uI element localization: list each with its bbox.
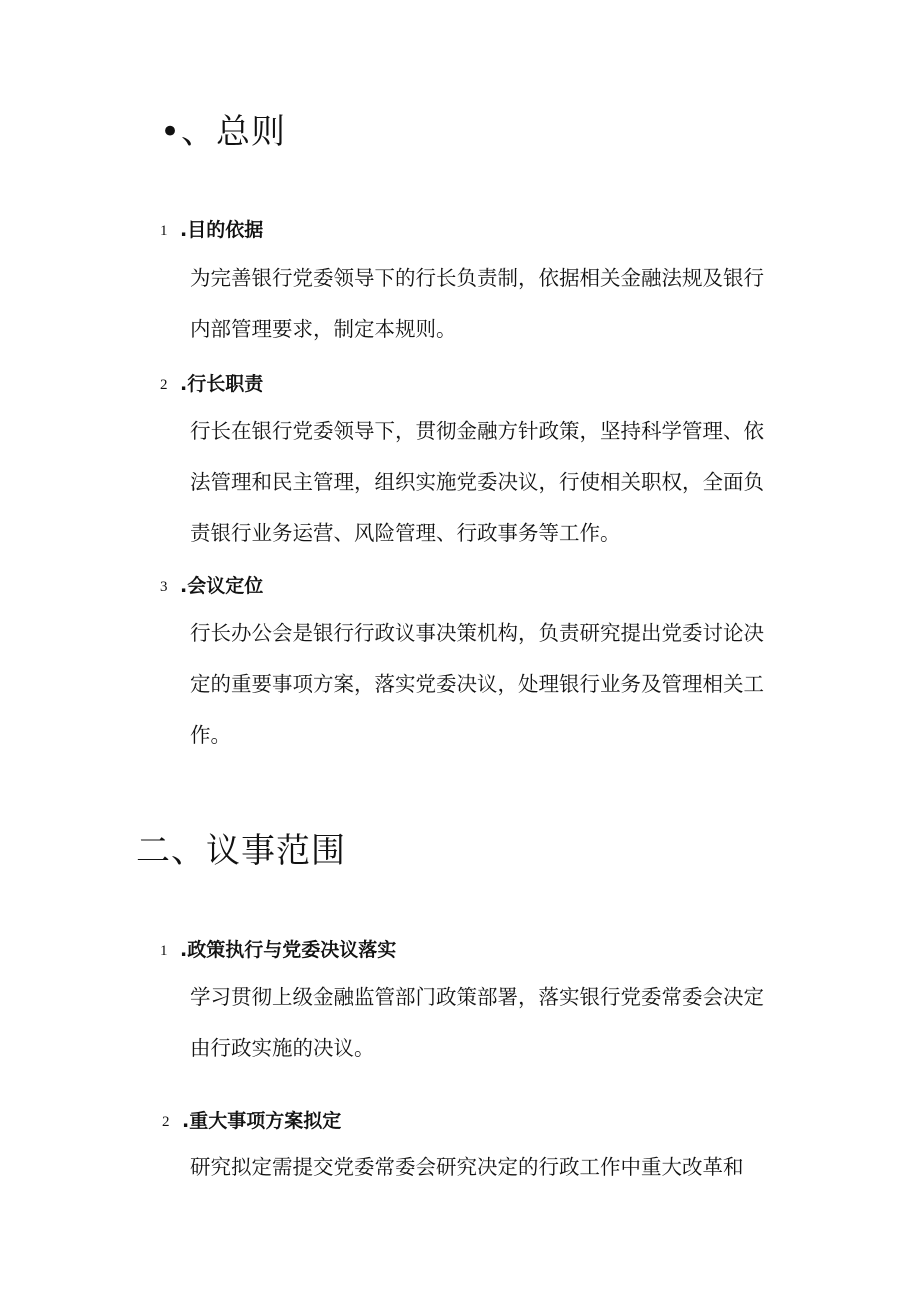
paragraph-line: 内部管理要求，制定本规则。 [190, 317, 457, 341]
paragraph-line: 为完善银行党委领导下的行长负责制，依据相关金融法规及银行 [190, 266, 764, 290]
item-number: 3 [160, 579, 168, 595]
paragraph-line: 行长办公会是银行行政议事决策机构，负责研究提出党委讨论决 [190, 621, 764, 645]
paragraph-line: 作。 [190, 723, 231, 747]
item-heading: .目的依据 [180, 219, 264, 241]
item-heading: .重大事项方案拟定 [182, 1110, 342, 1132]
paragraph-line: 责银行业务运营、风险管理、行政事务等工作。 [190, 521, 621, 545]
item-heading: .政策执行与党委决议落实 [180, 939, 397, 961]
paragraph-line: 学习贯彻上级金融监管部门政策部署，落实银行党委常委会决定 [190, 985, 764, 1009]
item-paragraph [190, 253, 790, 355]
item-heading: .会议定位 [180, 575, 264, 597]
item-paragraph [190, 608, 790, 761]
item-heading: .行长职责 [180, 373, 264, 395]
item-number: 2 [160, 377, 168, 393]
paragraph-line: 行长在银行党委领导下，贯彻金融方针政策，坚持科学管理、依 [190, 419, 764, 443]
item-number: 1 [160, 943, 168, 959]
item-number: 2 [162, 1114, 170, 1130]
item-paragraph [190, 972, 790, 1074]
section-title: •、总则 [160, 112, 287, 152]
item-paragraph [190, 1142, 790, 1193]
paragraph-line: 由行政实施的决议。 [190, 1036, 375, 1060]
paragraph-line: 研究拟定需提交党委常委会研究决定的行政工作中重大改革和 [190, 1155, 744, 1179]
paragraph-line: 法管理和民主管理，组织实施党委决议，行使相关职权，全面负 [190, 470, 764, 494]
paragraph-line: 定的重要事项方案，落实党委决议，处理银行业务及管理相关工 [190, 672, 764, 696]
section-title: 二、议事范围 [136, 831, 346, 871]
item-number: 1 [160, 223, 168, 239]
item-paragraph [190, 406, 790, 559]
